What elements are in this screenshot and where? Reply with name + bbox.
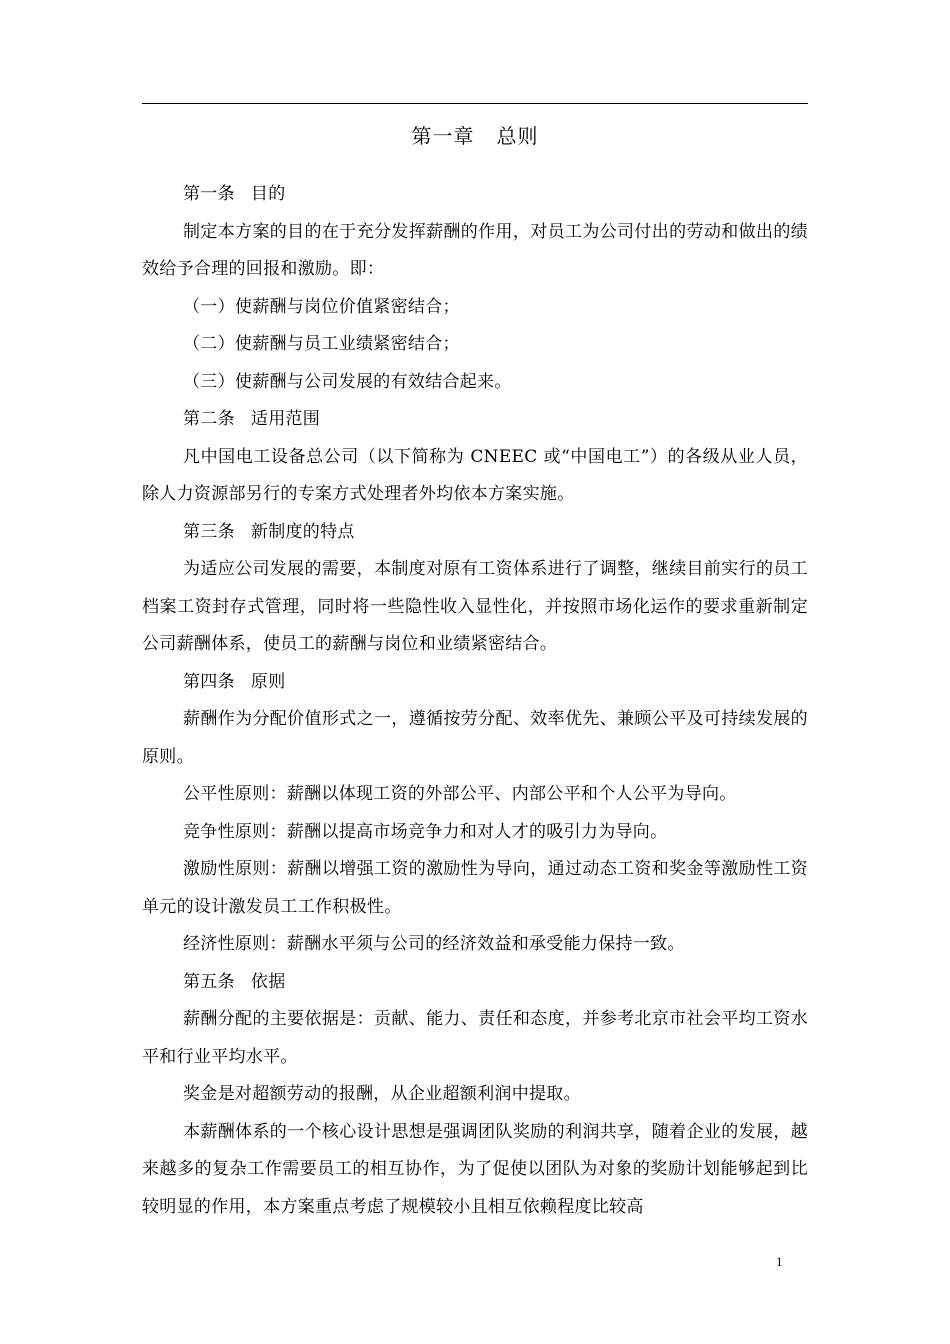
paragraph: 制定本方案的目的在于充分发挥薪酬的作用，对员工为公司付出的劳动和做出的绩效给予合理的回报和激励。即： (142, 221, 808, 279)
article-title: 适用范围 (250, 409, 321, 429)
chapter-title (142, 118, 808, 154)
article-number: 第二条 (183, 409, 235, 429)
paragraph: 竞争性原则：薪酬以提高市场竞争力和对人才的吸引力为导向。 (183, 821, 668, 842)
list-item: （一）使薪酬与岗位价值紧密结合； (183, 296, 460, 317)
chapter-number: 第一章 (411, 124, 475, 148)
document-body (142, 118, 808, 1226)
article-number: 第一条 (183, 184, 235, 204)
article-heading (142, 964, 808, 1002)
list-item: （三）使薪酬与公司发展的有效结合起来。 (183, 371, 512, 392)
paragraph: 经济性原则：薪酬水平须与公司的经济效益和承受能力保持一致。 (183, 934, 685, 954)
article-number: 第三条 (183, 521, 235, 542)
list-item: （二）使薪酬与员工业绩紧密结合； (183, 334, 460, 354)
paragraph: 为适应公司发展的需要，本制度对原有工资体系进行了调整，继续目前实行的员工档案工资封存式管理，同时将一些隐性收入显性化，并按照市场化运作的要求重新制定公司薪酬体系，使员工的薪酬与岗位和业绩紧密结合。 (142, 559, 808, 654)
article-heading (142, 664, 808, 702)
article-title: 新制度的特点 (250, 521, 355, 542)
page-number: 1 (776, 1254, 783, 1269)
chapter-name: 总则 (496, 124, 539, 148)
article-title: 原则 (250, 671, 286, 692)
article-title: 依据 (250, 971, 286, 992)
paragraph: 薪酬分配的主要依据是：贡献、能力、责任和态度，并参考北京市社会平均工资水平和行业平均水平。 (142, 1009, 808, 1067)
article-heading (142, 514, 808, 552)
article-number: 第四条 (183, 671, 235, 692)
paragraph: 激励性原则：薪酬以增强工资的激励性为导向，通过动态工资和奖金等激励性工资单元的设计激发员工工作积极性。 (142, 859, 808, 917)
article-heading (142, 401, 808, 439)
paragraph: 本薪酬体系的一个核心设计思想是强调团队奖励的利润共享，随着企业的发展，越来越多的复杂工作需要员工的相互协作，为了促使以团队为对象的奖励计划能够起到比较明显的作用，本方案重点考虑了规模较小且相互依赖程度比较高 (142, 1121, 808, 1217)
paragraph: 公平性原则：薪酬以体现工资的外部公平、内部公平和个人公平为导向。 (183, 784, 737, 804)
paragraph: 凡中国电工设备总公司（以下简称为 CNEEC 或“中国电工”）的各级从业人员，除人力资源部另行的专案方式处理者外均依本方案实施。 (142, 446, 808, 504)
article-heading (142, 176, 808, 214)
paragraph: 薪酬作为分配价值形式之一，遵循按劳分配、效率优先、兼顾公平及可持续发展的原则。 (142, 709, 808, 767)
article-number: 第五条 (183, 971, 235, 992)
paragraph: 奖金是对超额劳动的报酬，从企业超额利润中提取。 (183, 1084, 581, 1104)
header-rule (142, 103, 808, 104)
article-title: 目的 (250, 184, 286, 204)
